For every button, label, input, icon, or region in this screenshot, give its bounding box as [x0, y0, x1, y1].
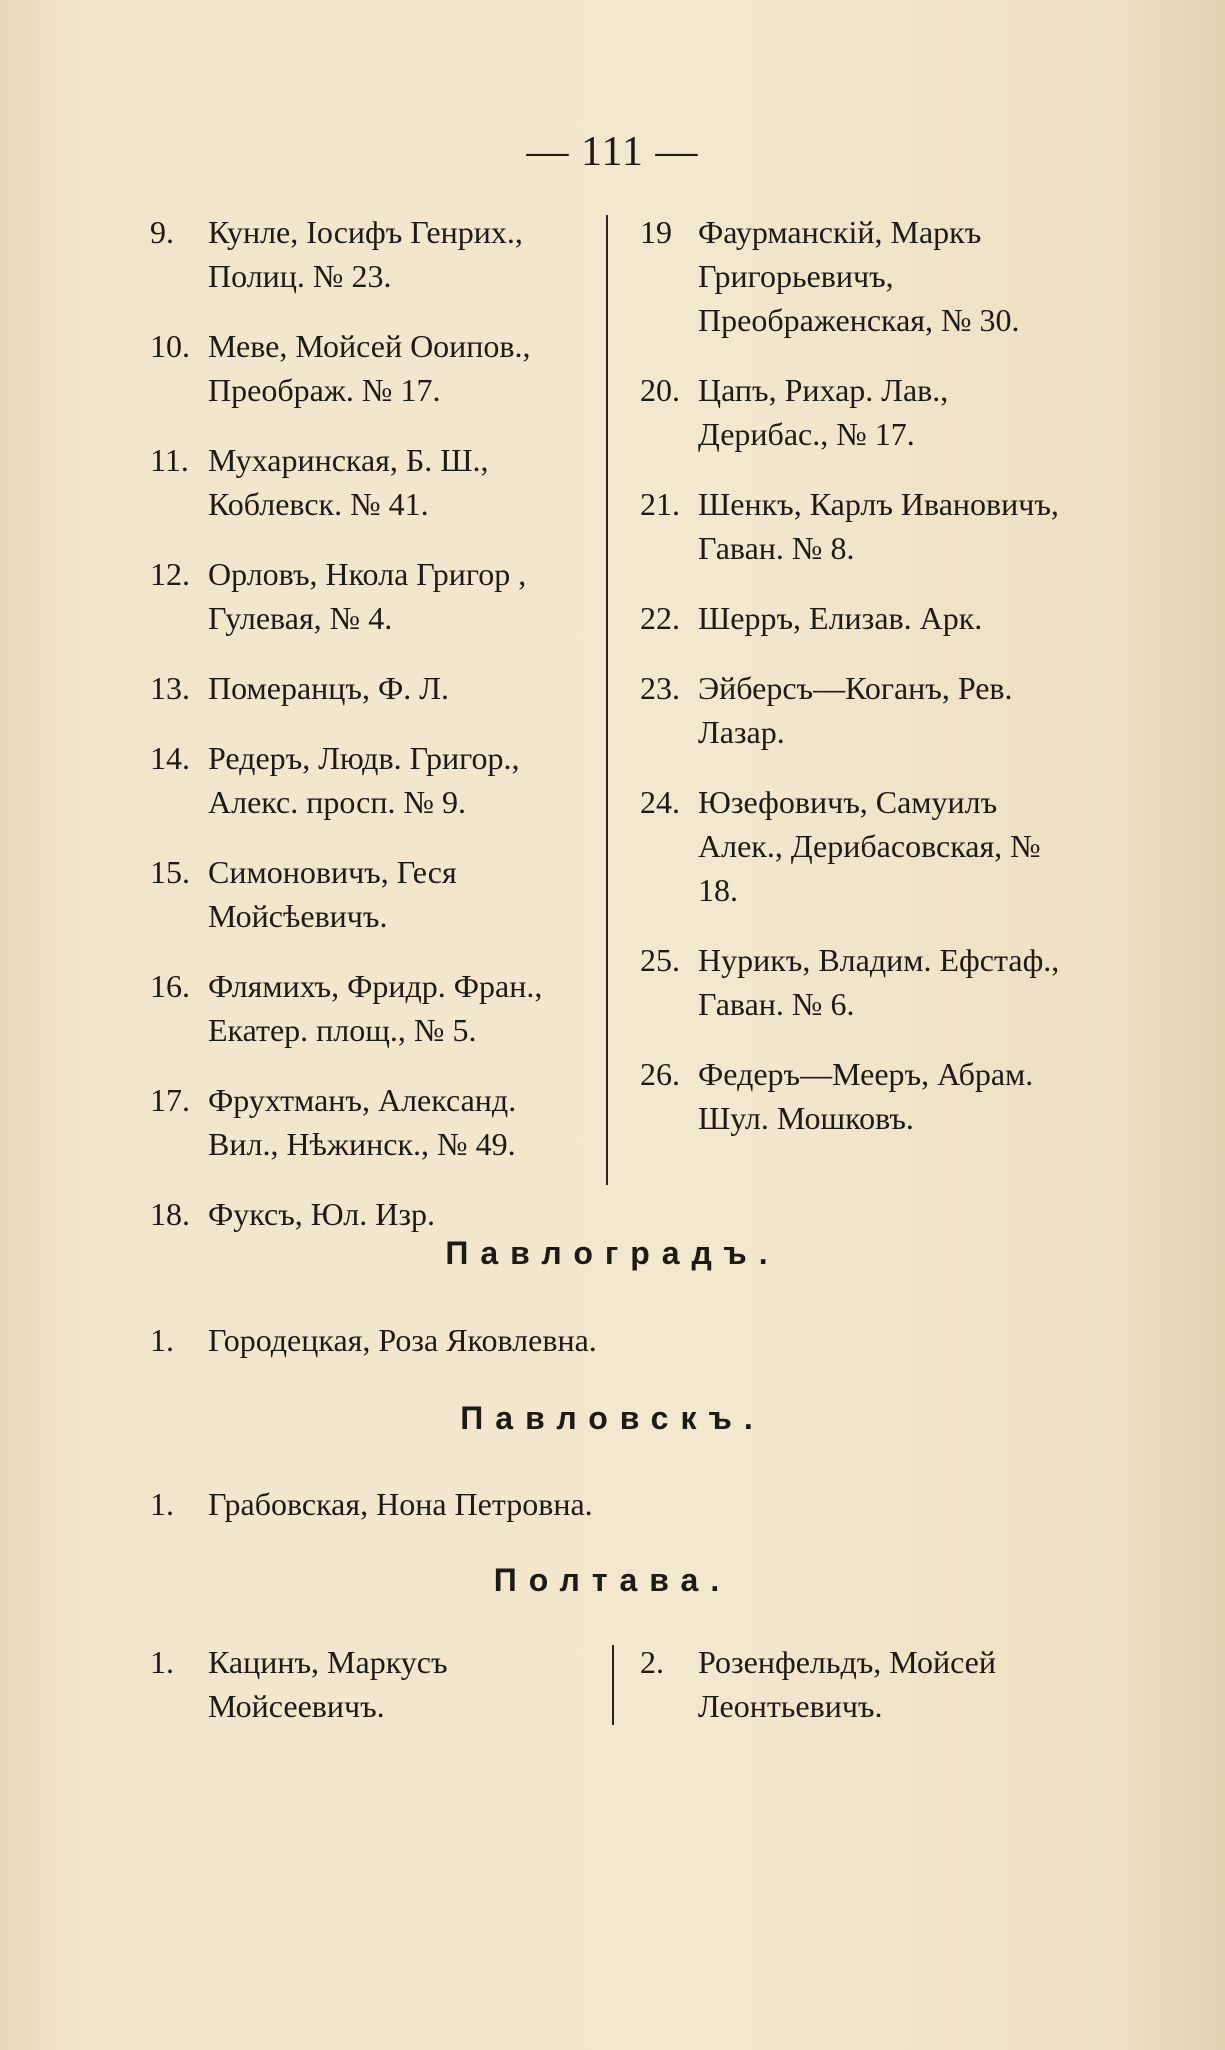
list-item — [640, 1052, 1080, 1140]
list-item — [150, 552, 580, 640]
entry-number: 18. — [150, 1196, 190, 1232]
entry-text: Эйберсъ—Коганъ, Рев. Лазар. — [698, 670, 1013, 750]
entry-text: Кунле, Іосифъ Генрих., Полиц. № 23. — [208, 214, 523, 294]
list-item — [150, 850, 580, 938]
list-item — [150, 1192, 580, 1236]
section-title-pavlovsk: Павловскъ. — [460, 1400, 765, 1436]
list-item — [150, 736, 580, 824]
entry-number: 16. — [150, 968, 190, 1004]
list-item — [640, 596, 1080, 640]
entry-text: Померанцъ, Ф. Л. — [208, 670, 449, 706]
poltava-left-column — [150, 1640, 580, 1754]
entry-text: Редеръ, Людв. Григор., Алекс. просп. № 9. — [208, 740, 520, 820]
list-item — [150, 1318, 597, 1362]
column-divider — [612, 1645, 614, 1725]
list-item — [640, 482, 1080, 570]
entry-text: Юзефовичъ, Самуилъ Алек., Дерибасовская, № 18. — [698, 784, 1041, 908]
section-title-pavlograd: Павлоградъ. — [445, 1235, 780, 1271]
entry-number: 1. — [150, 1644, 174, 1680]
entry-number: 2. — [640, 1644, 664, 1680]
entry-text: Грабовская, Нона Петровна. — [208, 1486, 593, 1522]
entry-text: Фрухтманъ, Александ. Вил., Нѣжинск., № 49. — [208, 1082, 517, 1162]
entry-text: Шерръ, Елизав. Арк. — [698, 600, 983, 636]
list-item — [640, 368, 1080, 456]
entry-number: 26. — [640, 1056, 680, 1092]
entry-text: Федеръ—Мееръ, Абрам. Шул. Мошковъ. — [698, 1056, 1034, 1136]
entry-text: Шенкъ, Карлъ Ивановичъ, Гаван. № 8. — [698, 486, 1059, 566]
entry-number: 20. — [640, 372, 680, 408]
right-column — [640, 210, 1080, 1166]
entry-number: 1. — [150, 1486, 174, 1522]
entry-number: 23. — [640, 670, 680, 706]
entry-number: 10. — [150, 328, 190, 364]
entry-number: 22. — [640, 600, 680, 636]
list-item — [150, 324, 580, 412]
list-item — [640, 1640, 1080, 1728]
entry-text: Нурикъ, Владим. Ефстаф., Гаван. № 6. — [698, 942, 1060, 1022]
entry-number: 14. — [150, 740, 190, 776]
entry-number: 24. — [640, 784, 680, 820]
list-item — [640, 938, 1080, 1026]
entry-number: 15. — [150, 854, 190, 890]
list-item — [640, 666, 1080, 754]
entry-number: 25. — [640, 942, 680, 978]
list-item — [150, 964, 580, 1052]
list-item — [640, 210, 1080, 342]
list-item — [640, 780, 1080, 912]
entry-number: 1. — [150, 1322, 174, 1358]
column-divider — [606, 215, 608, 1185]
section-title-poltava: Полтава. — [493, 1562, 732, 1598]
poltava-right-column — [640, 1640, 1080, 1754]
list-item — [150, 1078, 580, 1166]
entry-text: Фуксъ, Юл. Изр. — [208, 1196, 435, 1232]
entry-number: 19 — [640, 214, 672, 250]
page-number: — 111 — — [526, 129, 699, 175]
entry-text: Кацинъ, Маркусъ Мойсеевичъ. — [208, 1644, 448, 1724]
left-column — [150, 210, 580, 1262]
entry-number: 17. — [150, 1082, 190, 1118]
entry-number: 11. — [150, 442, 189, 478]
list-item — [150, 210, 580, 298]
entry-text: Симоновичъ, Геся Мойсѣевичъ. — [208, 854, 457, 934]
entry-text: Городецкая, Роза Яковлевна. — [208, 1322, 597, 1358]
list-item — [150, 1482, 593, 1526]
entry-number: 12. — [150, 556, 190, 592]
entry-text: Мухаринская, Б. Ш., Коблевск. № 41. — [208, 442, 489, 522]
list-item — [150, 666, 580, 710]
entry-number: 13. — [150, 670, 190, 706]
entry-text: Розенфельдъ, Мойсей Леонтьевичъ. — [698, 1644, 996, 1724]
list-item — [150, 1640, 580, 1728]
entry-text: Цапъ, Рихар. Лав., Дерибас., № 17. — [698, 372, 949, 452]
list-item — [150, 438, 580, 526]
entry-text: Фаурманскій, Маркъ Григорьевичъ, Преображенская, № 30. — [698, 214, 1020, 338]
entry-text: Орловъ, Нкола Григор , Гулевая, № 4. — [208, 556, 527, 636]
entry-number: 9. — [150, 214, 174, 250]
entry-text: Флямихъ, Фридр. Фран., Екатер. площ., № 5. — [208, 968, 543, 1048]
entry-text: Меве, Мойсей Ооипов., Преображ. № 17. — [208, 328, 531, 408]
entry-number: 21. — [640, 486, 680, 522]
